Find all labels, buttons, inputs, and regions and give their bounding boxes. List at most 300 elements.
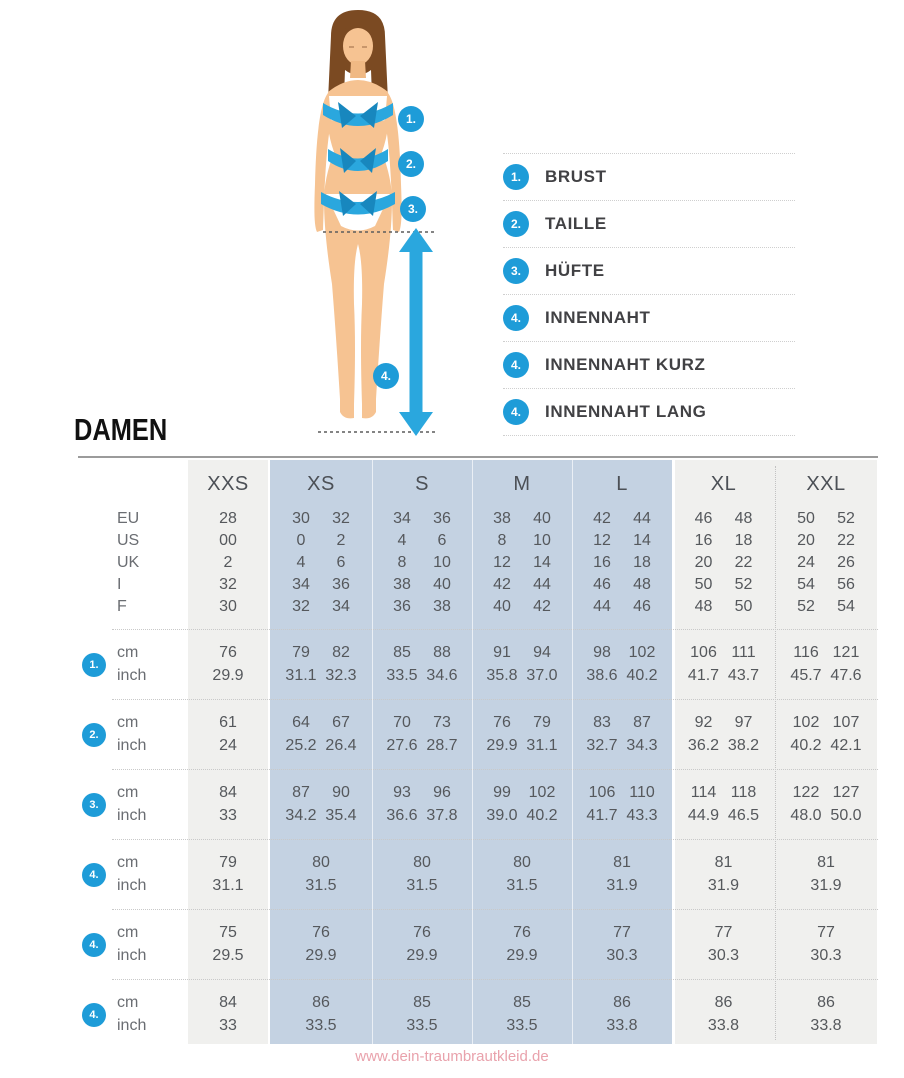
measure-cell-4-cm-xxs: [186, 854, 270, 872]
measurement-row-inch: [112, 944, 878, 967]
cell-value: 80: [513, 853, 531, 871]
cell-value: 20: [694, 554, 713, 571]
cell-value: 67: [332, 713, 350, 731]
measure-cell-2-cm-xs: [270, 714, 372, 732]
conv-cell-us-xs: [270, 532, 372, 550]
legend-item-2: [503, 201, 795, 248]
measure-cell-6-inch-xl: [672, 1017, 775, 1035]
cell-value: 76: [312, 923, 330, 941]
size-col-l: L: [616, 472, 628, 495]
measurement-badge: 4.: [82, 863, 106, 887]
cell-value: 30: [219, 598, 237, 615]
measurement-row-inch: [112, 1014, 878, 1037]
conversion-row-eu: [78, 508, 878, 530]
measure-cell-4-cm-xxl: [775, 854, 877, 872]
cell-value: 34: [332, 598, 350, 615]
cell-value: 114: [690, 783, 717, 801]
size-col-s: S: [415, 472, 429, 495]
cell-value: 40: [533, 510, 551, 527]
cell-value: 31.1: [526, 736, 558, 754]
legend-label: INNENNAHT: [545, 308, 651, 327]
conv-cell-i-xxs: [186, 576, 270, 594]
cell-value: 85: [513, 993, 531, 1011]
measure-cell-4-cm-m: [472, 854, 572, 872]
cell-value: 29.9: [486, 736, 518, 754]
cell-value: 50.0: [830, 806, 862, 824]
measure-cell-3-inch-s: [372, 807, 472, 825]
legend-label: BRUST: [545, 167, 607, 186]
legend-label: TAILLE: [545, 214, 607, 233]
cell-value: 16: [593, 554, 611, 571]
measurement-block-6: [89, 979, 878, 1049]
measure-cell-4-inch-xxl: [775, 877, 877, 895]
measure-cell-5-inch-m: [472, 947, 572, 965]
cell-value: 33.8: [810, 1016, 842, 1034]
cell-value: 33: [219, 806, 237, 824]
measure-cell-6-cm-m: [472, 994, 572, 1012]
measurement-badge: 4.: [82, 933, 106, 957]
conv-cell-f-xxs: [186, 598, 270, 616]
page-title: DAMEN: [74, 412, 168, 447]
legend-label: HÜFTE: [545, 261, 605, 280]
measurement-row-inch: [112, 664, 878, 687]
measure-cell-4-inch-xxs: [186, 877, 270, 895]
cell-value: 37.0: [526, 666, 558, 684]
legend-list: [503, 153, 795, 436]
cell-value: 50: [734, 598, 753, 615]
unit-label: inch: [117, 876, 147, 894]
cell-value: 38: [493, 510, 511, 527]
cell-value: 41.7: [586, 806, 618, 824]
cell-value: 40.2: [790, 736, 822, 754]
cell-value: 106: [588, 783, 616, 801]
measure-cell-4-inch-s: [372, 877, 472, 895]
measurement-row-cm: [112, 711, 878, 734]
conv-cell-i-xs: [270, 576, 372, 594]
measure-cell-5-inch-s: [372, 947, 472, 965]
conv-cell-uk-m: [472, 554, 572, 572]
cell-value: 12: [493, 554, 511, 571]
measure-cell-2-cm-xl: [672, 714, 775, 732]
conv-cell-f-xl: [672, 598, 775, 616]
conv-cell-f-m: [472, 598, 572, 616]
cell-value: 14: [633, 532, 651, 549]
cell-value: 38.2: [727, 736, 760, 754]
measure-cell-2-inch-xxl: [775, 737, 877, 755]
measure-cell-1-inch-xxl: [775, 667, 877, 685]
cell-value: 121: [832, 643, 860, 661]
measurement-badge: 1.: [82, 653, 106, 677]
conv-cell-eu-xxl: [775, 510, 877, 528]
cell-value: 47.6: [830, 666, 862, 684]
cell-value: 77: [613, 923, 631, 941]
measure-cell-5-cm-m: [472, 924, 572, 942]
measure-cell-6-cm-xs: [270, 994, 372, 1012]
cell-value: 29.5: [212, 946, 244, 964]
conv-cell-f-xxl: [775, 598, 877, 616]
measure-cell-3-cm-xl: [672, 784, 775, 802]
conversion-row-f: [78, 596, 878, 618]
cell-value: 24: [797, 554, 815, 571]
conversion-label: EU: [117, 510, 140, 527]
legend-item-4: [503, 295, 795, 342]
figure-badge-1: 1.: [405, 112, 417, 126]
measure-cell-4-inch-xl: [672, 877, 775, 895]
cell-value: 42: [493, 576, 511, 593]
measure-cell-5-cm-xxl: [775, 924, 877, 942]
measure-cell-4-cm-xs: [270, 854, 372, 872]
figure-badge-4: 4.: [380, 369, 392, 383]
cell-value: 97: [734, 713, 753, 731]
measurement-block-3: [89, 769, 878, 839]
cell-value: 39.0: [486, 806, 518, 824]
measure-cell-6-cm-xxl: [775, 994, 877, 1012]
conversion-row-us: [78, 530, 878, 552]
cell-value: 27.6: [386, 736, 418, 754]
measurement-block-5: [89, 909, 878, 979]
cell-value: 38: [433, 598, 451, 615]
cell-value: 80: [413, 853, 431, 871]
measurement-block-4: [89, 839, 878, 909]
cell-value: 87: [292, 783, 310, 801]
cell-value: 106: [690, 643, 717, 661]
conv-cell-i-m: [472, 576, 572, 594]
conv-cell-eu-l: [572, 510, 672, 528]
legend-badge: 4.: [503, 399, 529, 425]
cell-value: 31.9: [707, 876, 740, 894]
unit-label: cm: [117, 923, 139, 941]
measure-cell-6-inch-xs: [270, 1017, 372, 1035]
cell-value: 44: [593, 598, 611, 615]
measure-cell-1-cm-xxs: [186, 644, 270, 662]
cell-value: 76: [219, 643, 237, 661]
cell-value: 8: [497, 532, 507, 549]
measurement-badge: 4.: [82, 1003, 106, 1027]
measure-cell-3-cm-xs: [270, 784, 372, 802]
cell-value: 29.9: [406, 946, 438, 964]
cell-value: 6: [437, 532, 447, 549]
measure-cell-5-cm-xl: [672, 924, 775, 942]
cell-value: 93: [393, 783, 411, 801]
cell-value: 52: [734, 576, 753, 593]
measurement-row-cm: [112, 851, 878, 874]
cell-value: 99: [493, 783, 511, 801]
cell-value: 40: [433, 576, 451, 593]
cell-value: 45.7: [790, 666, 822, 684]
cell-value: 31.5: [305, 876, 337, 894]
measure-cell-1-inch-xs: [270, 667, 372, 685]
cell-value: 82: [332, 643, 350, 661]
cell-value: 81: [714, 853, 733, 871]
cell-value: 22: [734, 554, 753, 571]
cell-value: 79: [219, 853, 237, 871]
measure-cell-1-inch-l: [572, 667, 672, 685]
cell-value: 75: [219, 923, 237, 941]
conv-cell-us-xl: [672, 532, 775, 550]
cell-value: 98: [593, 643, 611, 661]
cell-value: 2: [336, 532, 346, 549]
measure-cell-5-inch-l: [572, 947, 672, 965]
cell-value: 86: [613, 993, 631, 1011]
cell-value: 30: [292, 510, 310, 527]
measurement-row-cm: [112, 641, 878, 664]
size-conversion-section: [78, 504, 878, 629]
cell-value: 32: [332, 510, 350, 527]
cell-value: 0: [296, 532, 306, 549]
measure-cell-2-inch-s: [372, 737, 472, 755]
measure-cell-3-cm-m: [472, 784, 572, 802]
measure-cell-5-cm-xs: [270, 924, 372, 942]
cell-value: 79: [292, 643, 310, 661]
cell-value: 31.1: [212, 876, 244, 894]
unit-label: inch: [117, 806, 147, 824]
cell-value: 33.5: [305, 1016, 337, 1034]
measure-cell-2-cm-l: [572, 714, 672, 732]
measure-cell-3-inch-xl: [672, 807, 775, 825]
conv-cell-i-xxl: [775, 576, 877, 594]
figure-badge-3: 3.: [407, 202, 419, 216]
cell-value: 40.2: [526, 806, 558, 824]
measurement-badge: 3.: [82, 793, 106, 817]
cell-value: 8: [397, 554, 407, 571]
cell-value: 36: [433, 510, 451, 527]
measure-cell-4-cm-s: [372, 854, 472, 872]
cell-value: 83: [593, 713, 611, 731]
table-content: [78, 458, 878, 1049]
conv-cell-us-m: [472, 532, 572, 550]
size-col-xxl: XXL: [806, 472, 846, 495]
cell-value: 87: [633, 713, 651, 731]
cell-value: 4: [397, 532, 407, 549]
measure-cell-1-cm-xl: [672, 644, 775, 662]
cell-value: 54: [837, 598, 855, 615]
measure-cell-6-inch-xxl: [775, 1017, 877, 1035]
legend-label: INNENNAHT LANG: [545, 402, 707, 421]
unit-label: cm: [117, 713, 139, 731]
cell-value: 81: [817, 853, 835, 871]
cell-value: 40.2: [626, 666, 658, 684]
cell-value: 2: [223, 554, 233, 571]
cell-value: 81: [613, 853, 631, 871]
measure-cell-2-inch-xs: [270, 737, 372, 755]
cell-value: 70: [393, 713, 411, 731]
cell-value: 44: [533, 576, 551, 593]
legend-item-6: [503, 389, 795, 436]
cell-value: 46: [593, 576, 611, 593]
measure-cell-5-cm-l: [572, 924, 672, 942]
cell-value: 102: [792, 713, 820, 731]
conv-cell-i-l: [572, 576, 672, 594]
unit-label: cm: [117, 783, 139, 801]
cell-value: 64: [292, 713, 310, 731]
cell-value: 32.3: [325, 666, 357, 684]
cell-value: 94: [533, 643, 551, 661]
cell-value: 29.9: [305, 946, 337, 964]
conv-cell-us-s: [372, 532, 472, 550]
legend-badge: 3.: [503, 258, 529, 284]
measure-cell-4-cm-xl: [672, 854, 775, 872]
measure-cell-4-inch-l: [572, 877, 672, 895]
cell-value: 16: [694, 532, 713, 549]
measure-cell-3-inch-l: [572, 807, 672, 825]
measure-cell-5-inch-xs: [270, 947, 372, 965]
cell-value: 92: [694, 713, 713, 731]
conv-cell-eu-xxs: [186, 510, 270, 528]
cell-value: 30.3: [810, 946, 842, 964]
measure-cell-1-cm-xs: [270, 644, 372, 662]
cell-value: 36: [393, 598, 411, 615]
cell-value: 35.8: [486, 666, 518, 684]
conv-cell-f-l: [572, 598, 672, 616]
cell-value: 110: [629, 783, 655, 801]
cell-value: 14: [533, 554, 551, 571]
cell-value: 46.5: [727, 806, 760, 824]
conv-cell-eu-xs: [270, 510, 372, 528]
size-header-row: [78, 458, 878, 504]
cell-value: 102: [628, 643, 656, 661]
measure-cell-1-cm-s: [372, 644, 472, 662]
measure-cell-1-cm-xxl: [775, 644, 877, 662]
cell-value: 43.3: [626, 806, 658, 824]
legend-label: INNENNAHT KURZ: [545, 355, 706, 374]
cell-value: 10: [533, 532, 551, 549]
measure-cell-1-inch-s: [372, 667, 472, 685]
cell-value: 76: [413, 923, 431, 941]
unit-label: inch: [117, 946, 147, 964]
cell-value: 36.6: [386, 806, 418, 824]
conv-cell-f-s: [372, 598, 472, 616]
conversion-row-uk: [78, 552, 878, 574]
cell-value: 50: [797, 510, 815, 527]
cell-value: 32: [292, 598, 310, 615]
cell-value: 25.2: [285, 736, 317, 754]
measure-cell-6-inch-m: [472, 1017, 572, 1035]
measure-cell-6-inch-l: [572, 1017, 672, 1035]
measure-cell-2-cm-xxl: [775, 714, 877, 732]
measurement-row-cm: [112, 921, 878, 944]
unit-label: inch: [117, 1016, 147, 1034]
size-col-xl: XL: [710, 472, 737, 495]
legend-item-1: [503, 153, 795, 201]
unit-label: cm: [117, 853, 139, 871]
cell-value: 76: [493, 713, 511, 731]
cell-value: 31.9: [810, 876, 842, 894]
measure-cell-5-cm-s: [372, 924, 472, 942]
cell-value: 29.9: [212, 666, 244, 684]
cell-value: 77: [714, 923, 733, 941]
cell-value: 52: [837, 510, 855, 527]
cell-value: 29.9: [506, 946, 538, 964]
measure-cell-6-cm-s: [372, 994, 472, 1012]
cell-value: 32: [219, 576, 237, 593]
cell-value: 28: [219, 510, 237, 527]
figure-badge-2: 2.: [405, 157, 417, 171]
measure-cell-3-inch-xs: [270, 807, 372, 825]
cell-value: 36.2: [687, 736, 720, 754]
cell-value: 84: [219, 783, 237, 801]
cell-value: 90: [332, 783, 350, 801]
measurement-block-1: [89, 629, 878, 699]
cell-value: 127: [832, 783, 860, 801]
measurement-row-inch: [112, 804, 878, 827]
measure-cell-3-inch-xxl: [775, 807, 877, 825]
cell-value: 73: [433, 713, 451, 731]
conv-cell-uk-l: [572, 554, 672, 572]
cell-value: 54: [797, 576, 815, 593]
conv-cell-uk-xl: [672, 554, 775, 572]
measure-cell-6-inch-xxs: [186, 1017, 270, 1035]
measure-cell-2-inch-l: [572, 737, 672, 755]
measure-cell-3-cm-xxl: [775, 784, 877, 802]
measure-cell-3-inch-m: [472, 807, 572, 825]
cell-value: 33: [219, 1016, 237, 1034]
cell-value: 24: [219, 736, 237, 754]
neck: [350, 61, 366, 78]
conv-cell-us-xxl: [775, 532, 877, 550]
cell-value: 26.4: [325, 736, 357, 754]
cell-value: 4: [296, 554, 306, 571]
conv-cell-uk-xxs: [186, 554, 270, 572]
cell-value: 38: [393, 576, 411, 593]
cell-value: 28.7: [426, 736, 458, 754]
conv-cell-f-xs: [270, 598, 372, 616]
cell-value: 41.7: [687, 666, 720, 684]
cell-value: 34: [292, 576, 310, 593]
cell-value: 6: [336, 554, 346, 571]
cell-value: 26: [837, 554, 855, 571]
cell-value: 34.2: [285, 806, 317, 824]
cell-value: 79: [533, 713, 551, 731]
measure-cell-2-cm-xxs: [186, 714, 270, 732]
unit-label: inch: [117, 666, 147, 684]
measurement-row-cm: [112, 991, 878, 1014]
cell-value: 37.8: [426, 806, 458, 824]
cell-value: 107: [832, 713, 860, 731]
measure-cell-5-inch-xxl: [775, 947, 877, 965]
cell-value: 42: [533, 598, 551, 615]
cell-value: 48: [694, 598, 713, 615]
cell-value: 31.1: [285, 666, 317, 684]
cell-value: 31.5: [506, 876, 538, 894]
conv-cell-i-s: [372, 576, 472, 594]
cell-value: 36: [332, 576, 350, 593]
measure-cell-1-inch-m: [472, 667, 572, 685]
legend-item-5: [503, 342, 795, 389]
cell-value: 22: [837, 532, 855, 549]
legend-item-3: [503, 248, 795, 295]
measure-cell-2-inch-xl: [672, 737, 775, 755]
cell-value: 44: [633, 510, 651, 527]
legend-badge: 4.: [503, 305, 529, 331]
measure-cell-5-cm-xxs: [186, 924, 270, 942]
measure-cell-5-inch-xl: [672, 947, 775, 965]
conv-cell-eu-m: [472, 510, 572, 528]
measure-cell-2-cm-s: [372, 714, 472, 732]
cell-value: 34.3: [626, 736, 658, 754]
cell-value: 118: [730, 783, 757, 801]
size-col-xxs: XXS: [207, 472, 249, 495]
size-col-m: M: [513, 472, 531, 495]
cell-value: 46: [694, 510, 713, 527]
measurement-legend: [503, 153, 795, 436]
cell-value: 80: [312, 853, 330, 871]
footer-url[interactable]: www.dein-traumbrautkleid.de: [355, 1048, 549, 1065]
measure-cell-3-cm-l: [572, 784, 672, 802]
measure-cell-2-inch-m: [472, 737, 572, 755]
cell-value: 42: [593, 510, 611, 527]
cell-value: 86: [714, 993, 733, 1011]
cell-value: 33.5: [506, 1016, 538, 1034]
